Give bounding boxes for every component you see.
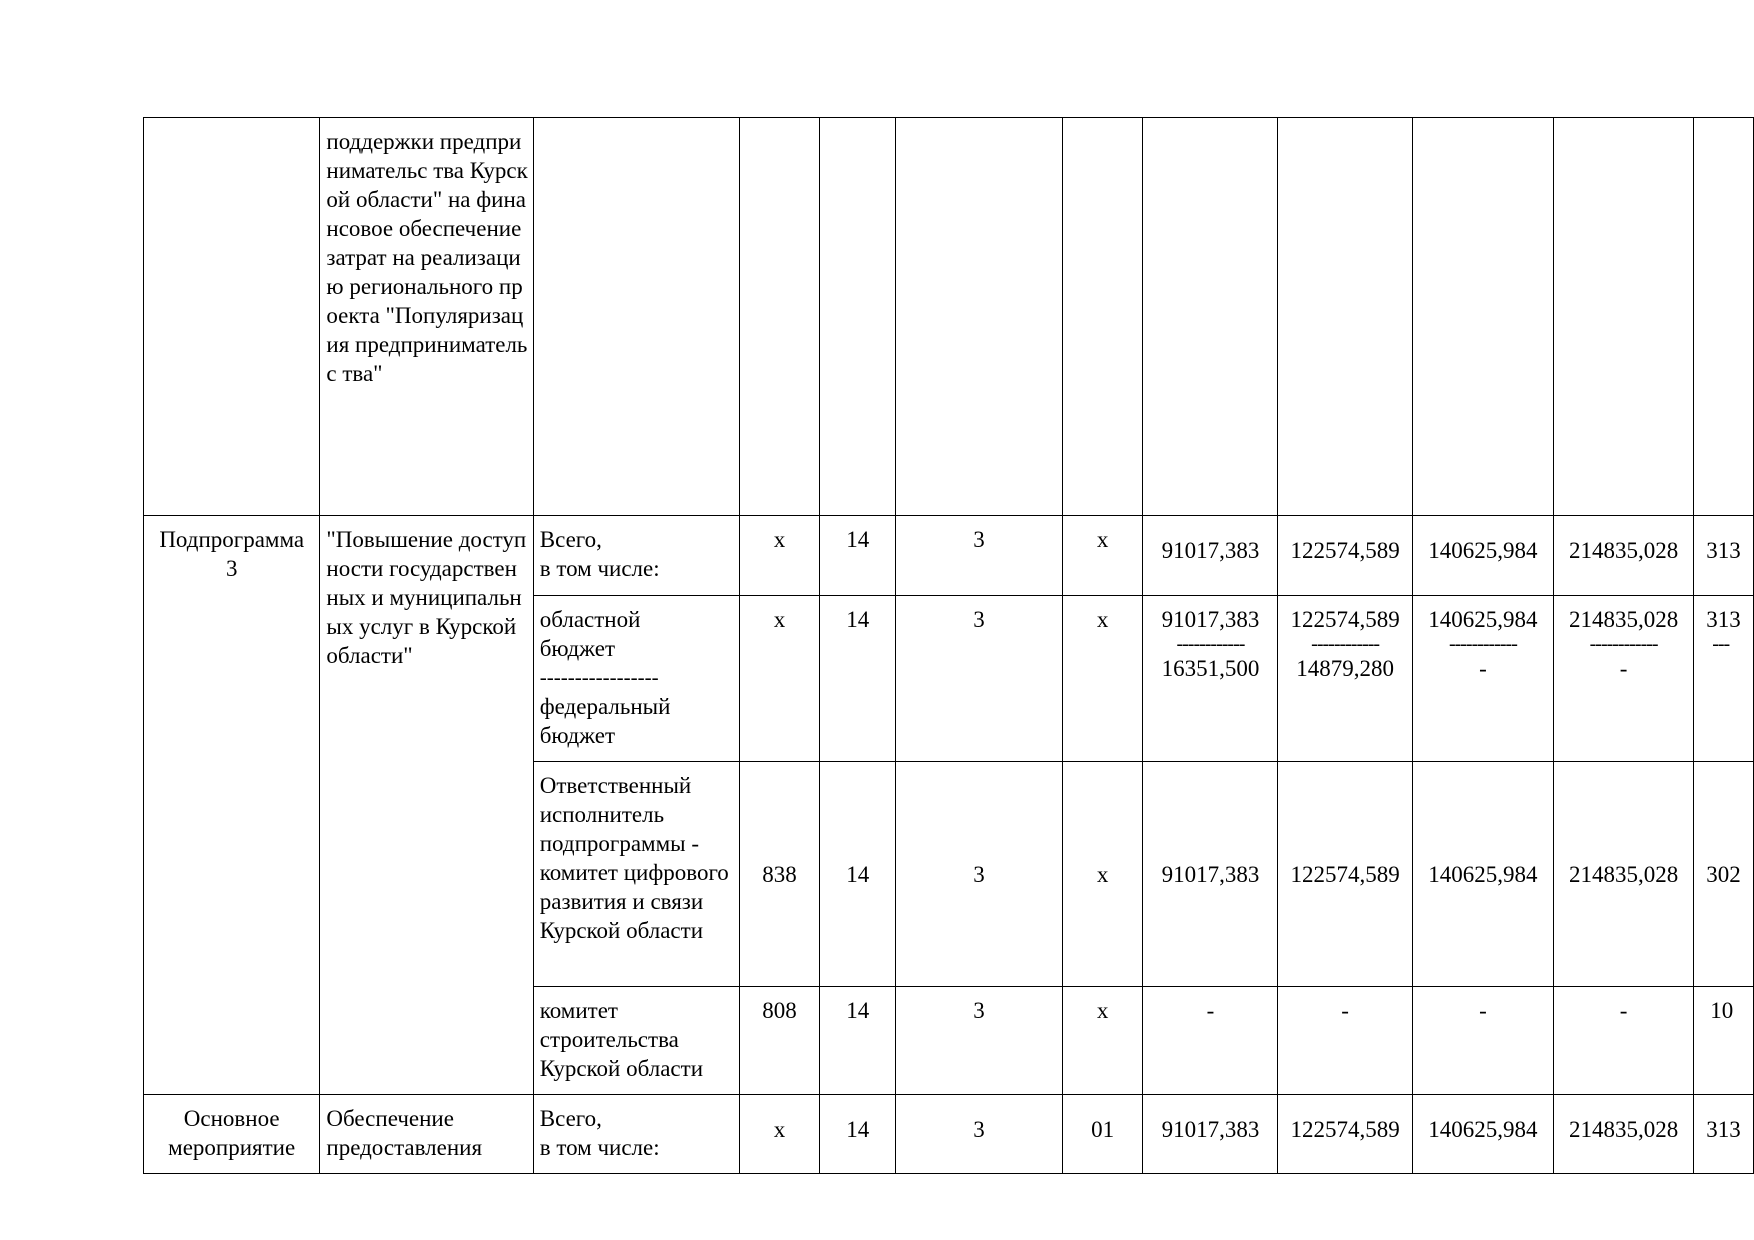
amount-value: 14879,280 — [1296, 656, 1394, 681]
grbs-code: x — [739, 1095, 820, 1174]
amount-value: 140625,984 — [1412, 516, 1553, 596]
program-code: 3 — [896, 762, 1063, 987]
row-description: областной — [539, 607, 641, 632]
table-row — [144, 1095, 1754, 1174]
table-cell — [1278, 118, 1412, 516]
amount-cell — [1412, 596, 1553, 762]
grbs-code: 808 — [739, 987, 820, 1095]
separator-dashes: ------------ — [1448, 633, 1517, 655]
grbs-code: 838 — [739, 762, 820, 987]
program-name-text: поддержки предпринимательс тва Курской области" на финансовое обеспечение затрат на реализацию регионального проекта "Популяризация предпринимательс тва" — [326, 129, 528, 386]
table-cell — [1143, 118, 1278, 516]
main-event-label: Основное — [183, 1106, 280, 1131]
table-cell — [1694, 118, 1754, 516]
table-cell — [896, 118, 1063, 516]
program-name-cell — [320, 118, 533, 516]
amount-value: 16351,500 — [1161, 656, 1260, 681]
table-cell — [144, 118, 320, 516]
separator-dashes: ----------------- — [539, 665, 659, 689]
separator-dashes: --- — [1712, 633, 1730, 655]
table-cell — [739, 118, 820, 516]
subprogram-number: 3 — [225, 556, 238, 581]
row-description: федеральный — [539, 694, 671, 719]
separator-dashes: ------------ — [1176, 633, 1245, 655]
amount-value: - — [1143, 987, 1278, 1095]
row-description: Ответственный исполнитель подпрограммы - комитет цифрового развития и связи Курской области — [533, 762, 739, 987]
row-description: бюджет — [539, 636, 616, 661]
subprogram-label: Подпрограмма — [159, 527, 305, 552]
row-description: бюджет — [539, 723, 616, 748]
section-code: 14 — [820, 1095, 896, 1174]
amount-value: 91017,383 — [1161, 607, 1260, 632]
subprogram-code: x — [1062, 516, 1143, 596]
table-cell — [533, 118, 739, 516]
amount-cell — [1553, 596, 1693, 762]
amount-cell — [1278, 596, 1412, 762]
amount-value: - — [1479, 656, 1487, 681]
amount-cell — [1694, 596, 1754, 762]
program-code: 3 — [896, 1095, 1063, 1174]
table-cell — [1062, 118, 1143, 516]
subprogram-code: x — [1062, 987, 1143, 1095]
subprogram-name-text: "Повышение доступности государственных и муниципальных услуг в Курской области" — [326, 527, 527, 668]
amount-value: 122574,589 — [1290, 607, 1400, 632]
table-cell — [1553, 118, 1693, 516]
row-description-cell — [533, 596, 739, 762]
amount-value: - — [1278, 987, 1412, 1095]
section-code: 14 — [820, 987, 896, 1095]
grbs-code: x — [739, 516, 820, 596]
amount-value: 140625,984 — [1412, 762, 1553, 987]
subprogram-label-cell — [144, 516, 320, 1095]
amount-value: 10 — [1694, 987, 1754, 1095]
main-event-name: Обеспечение — [326, 1106, 454, 1131]
table-row — [144, 118, 1754, 516]
separator-dashes: ------------ — [1311, 633, 1380, 655]
main-event-label: мероприятие — [168, 1135, 296, 1160]
row-description: Всего, — [539, 1106, 602, 1131]
amount-value: - — [1412, 987, 1553, 1095]
main-event-name: предоставления — [326, 1135, 483, 1160]
amount-value: - — [1553, 987, 1693, 1095]
section-code: 14 — [820, 596, 896, 762]
row-description: в том числе: — [539, 556, 660, 581]
amount-value: 122574,589 — [1278, 762, 1412, 987]
table-cell — [820, 118, 896, 516]
program-code: 3 — [896, 516, 1063, 596]
amount-value: 313 — [1706, 607, 1741, 632]
amount-value: 214835,028 — [1553, 516, 1693, 596]
amount-cell — [1143, 596, 1278, 762]
row-description: Всего, — [539, 527, 602, 552]
subprogram-code: x — [1062, 596, 1143, 762]
table-cell — [1412, 118, 1553, 516]
amount-value: 122574,589 — [1278, 1095, 1412, 1174]
amount-value: 214835,028 — [1553, 762, 1693, 987]
program-code: 3 — [896, 596, 1063, 762]
subprogram-code: x — [1062, 762, 1143, 987]
amount-value: 313 — [1694, 1095, 1754, 1174]
amount-value: 91017,383 — [1143, 516, 1278, 596]
amount-value: 122574,589 — [1278, 516, 1412, 596]
row-description-cell — [533, 516, 739, 596]
subprogram-code: 01 — [1062, 1095, 1143, 1174]
amount-value: 91017,383 — [1143, 762, 1278, 987]
amount-value: - — [1619, 656, 1628, 681]
budget-table — [143, 117, 1754, 1174]
main-event-label-cell — [144, 1095, 320, 1174]
grbs-code: x — [739, 596, 820, 762]
main-event-name-cell — [320, 1095, 533, 1174]
amount-value: 91017,383 — [1143, 1095, 1278, 1174]
section-code: 14 — [820, 762, 896, 987]
table-row — [144, 516, 1754, 596]
amount-value: 313 — [1694, 516, 1754, 596]
separator-dashes: ------------ — [1589, 633, 1658, 655]
amount-value: 140625,984 — [1412, 1095, 1553, 1174]
amount-value: 214835,028 — [1553, 1095, 1693, 1174]
program-code: 3 — [896, 987, 1063, 1095]
row-description: комитет строительства Курской области — [533, 987, 739, 1095]
row-description: в том числе: — [539, 1135, 660, 1160]
row-description-cell — [533, 1095, 739, 1174]
amount-value: 214835,028 — [1568, 607, 1679, 632]
amount-value: 140625,984 — [1428, 607, 1538, 632]
amount-value: 302 — [1694, 762, 1754, 987]
section-code: 14 — [820, 516, 896, 596]
subprogram-name-cell — [320, 516, 533, 1095]
